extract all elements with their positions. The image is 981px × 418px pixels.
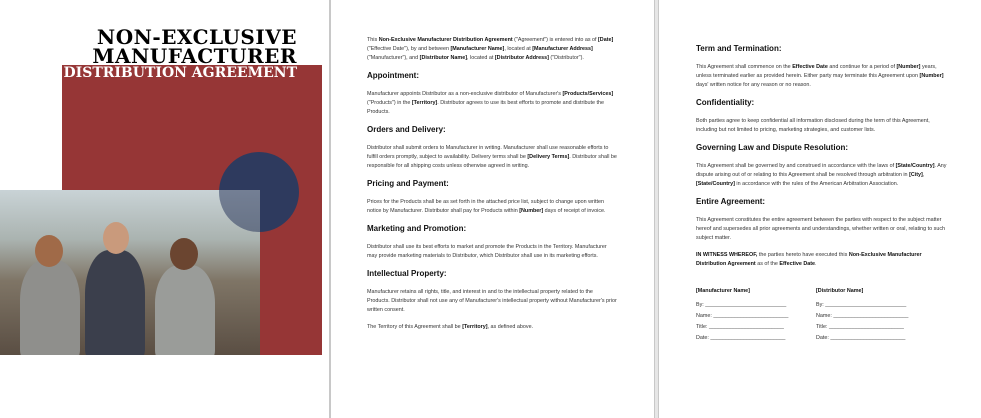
bold-text: [Manufacturer Name] (450, 46, 505, 52)
text-run: , (922, 172, 925, 178)
bold-text: [Products/Services] (562, 91, 614, 97)
paragraph (367, 36, 617, 63)
bold-text: [Territory] (462, 324, 488, 330)
bold-text: [Delivery Terms] (527, 154, 570, 160)
text-run: Manufacturer appoints Distributor as a non-exclusive distributor of Manufacturer's (367, 91, 563, 97)
party-name: [Manufacturer Name] (696, 288, 750, 294)
text-run: . Distributor shall be responsible for all shipping costs unless otherwise agreed in writing. (367, 154, 617, 169)
paragraph (696, 251, 951, 269)
page-3 (659, 0, 981, 418)
text-run: days' written notice for any reason or no reason. (696, 82, 811, 88)
paragraph (367, 323, 617, 332)
paragraph (696, 63, 951, 90)
bold-text: Effective Date (792, 64, 828, 70)
paragraph (367, 243, 617, 261)
text-run: the parties hereto have executed this (757, 252, 849, 258)
section-heading: Governing Law and Dispute Resolution: (696, 143, 849, 152)
bold-text: [Manufacturer Address] (532, 46, 593, 52)
bold-text: [State/Country] (895, 163, 935, 169)
text-run: Manufacturer retains all rights, title, and interest in and to the intellectual property related to the Products. Distributor shall not use any of Manufacturer's intellectual property without Manufacturer's prior written consent. (367, 289, 617, 313)
signature-block (696, 287, 926, 345)
text-run: as of the (755, 261, 780, 267)
cover-title (63, 25, 297, 81)
bold-text: [Number] (896, 64, 921, 70)
paragraph (367, 288, 617, 315)
text-run: days of receipt of invoice. (543, 208, 606, 214)
text-run: ("Products") in the (367, 100, 412, 106)
section-heading: Marketing and Promotion: (367, 224, 467, 233)
bold-text: Non-Exclusive Manufacturer Distribution Agreement (696, 252, 922, 267)
section-heading: Pricing and Payment: (367, 179, 449, 188)
bold-text: [Territory] (411, 100, 438, 106)
signature-line[interactable]: By: ___________________________ (816, 302, 907, 308)
signature-line[interactable]: Name: _________________________ (816, 313, 909, 319)
page-3-body (696, 44, 951, 345)
text-run: This Agreement shall be governed by and construed in accordance with the laws of (696, 163, 896, 169)
text-run: . (815, 261, 817, 267)
bold-text: IN WITNESS WHEREOF, (696, 252, 758, 258)
section-heading: Orders and Delivery: (367, 125, 446, 134)
paragraph (696, 162, 951, 189)
bold-text: Effective Date (779, 261, 816, 267)
bold-text: [Distributor Name] (419, 55, 467, 61)
text-run: . Any dispute arising out of or relating to this Agreement shall be resolved through arbitration in (696, 163, 947, 178)
signature-line[interactable]: Date: _________________________ (696, 335, 786, 341)
signature-line[interactable]: Title: _________________________ (696, 324, 784, 330)
section-heading: Appointment: (367, 71, 419, 80)
text-run: ("Distributor"). (548, 55, 584, 61)
paragraph (696, 117, 951, 135)
text-run: The Territory of this Agreement shall be (367, 324, 463, 330)
text-run: Prices for the Products shall be as set forth in the attached price list, subject to change upon written notice by Manufacturer. Distributor shall pay for Products within (367, 199, 605, 214)
text-run: in accordance with the rules of the American Arbitration Association. (734, 181, 899, 187)
bold-text: [Distributor Address] (494, 55, 549, 61)
bold-text: [Number] (519, 208, 544, 214)
text-run: years, unless terminated earlier as provided herein. Either party may terminate this Agreement upon (696, 64, 937, 79)
text-run: . Distributor agrees to use its best efforts to promote and distribute the Products. (367, 100, 605, 115)
text-run: and continue for a period of (827, 64, 897, 70)
bold-text: [State/Country] (696, 181, 735, 187)
bold-text: Non-Exclusive Manufacturer Distribution Agreement (378, 37, 513, 43)
signature-line[interactable]: Date: _________________________ (816, 335, 906, 341)
text-run: , located at (467, 55, 495, 61)
text-run: This (367, 37, 379, 43)
signature-line[interactable]: Name: _________________________ (696, 313, 789, 319)
text-run: ("Effective Date"), by and between (367, 46, 451, 52)
text-run: Both parties agree to keep confidential all information disclosed during the term of this Agreement, including but not limited to pricing, marketing strategies, and customer lists. (696, 118, 930, 133)
cover-photo (0, 190, 260, 355)
text-run: Distributor shall submit orders to Manufacturer in writing. Manufacturer shall use reasonable efforts to fulfill orders promptly, subject to availability. Delivery terms shall be (367, 145, 609, 160)
title-line-1: NON-EXCLUSIVE (96, 25, 297, 49)
signature-column (816, 287, 926, 345)
cover-page (0, 0, 329, 418)
text-run: This Agreement shall commence on the (696, 64, 793, 70)
section-heading: Intellectual Property: (367, 269, 447, 278)
signature-line[interactable]: Title: _________________________ (816, 324, 904, 330)
page-2 (331, 0, 654, 418)
text-run: , located at (504, 46, 533, 52)
bold-text: [Date] (598, 37, 614, 43)
section-heading: Term and Termination: (696, 44, 782, 53)
text-run: ("Agreement") is entered into as of (512, 37, 599, 43)
signature-column (696, 287, 806, 345)
text-run: This Agreement constitutes the entire agreement between the parties with respect to the subject matter hereof and supersedes all prior agreements and understandings, whether written or oral, relating to such subject matter. (696, 217, 946, 241)
text-run: Distributor shall use its best efforts to market and promote the Products in the Territory. Manufacturer may provide marketing materials to Distributor, which Distributor shall use in its marketing efforts. (367, 244, 607, 259)
title-line-3: DISTRIBUTION AGREEMENT (63, 65, 297, 81)
paragraph (367, 198, 617, 216)
paragraph (696, 216, 951, 243)
section-heading: Entire Agreement: (696, 197, 766, 206)
section-heading: Confidentiality: (696, 98, 755, 107)
page-2-body (367, 36, 617, 340)
text-run: ("Manufacturer"), and (367, 55, 420, 61)
title-line-2: MANUFACTURER (92, 44, 297, 68)
bold-text: [Number] (919, 73, 944, 79)
signature-line[interactable]: By: ___________________________ (696, 302, 787, 308)
party-name: [Distributor Name] (816, 288, 864, 294)
paragraph (367, 144, 617, 171)
paragraph (367, 90, 617, 117)
bold-text: [City] (909, 172, 923, 178)
text-run: , as defined above. (487, 324, 534, 330)
